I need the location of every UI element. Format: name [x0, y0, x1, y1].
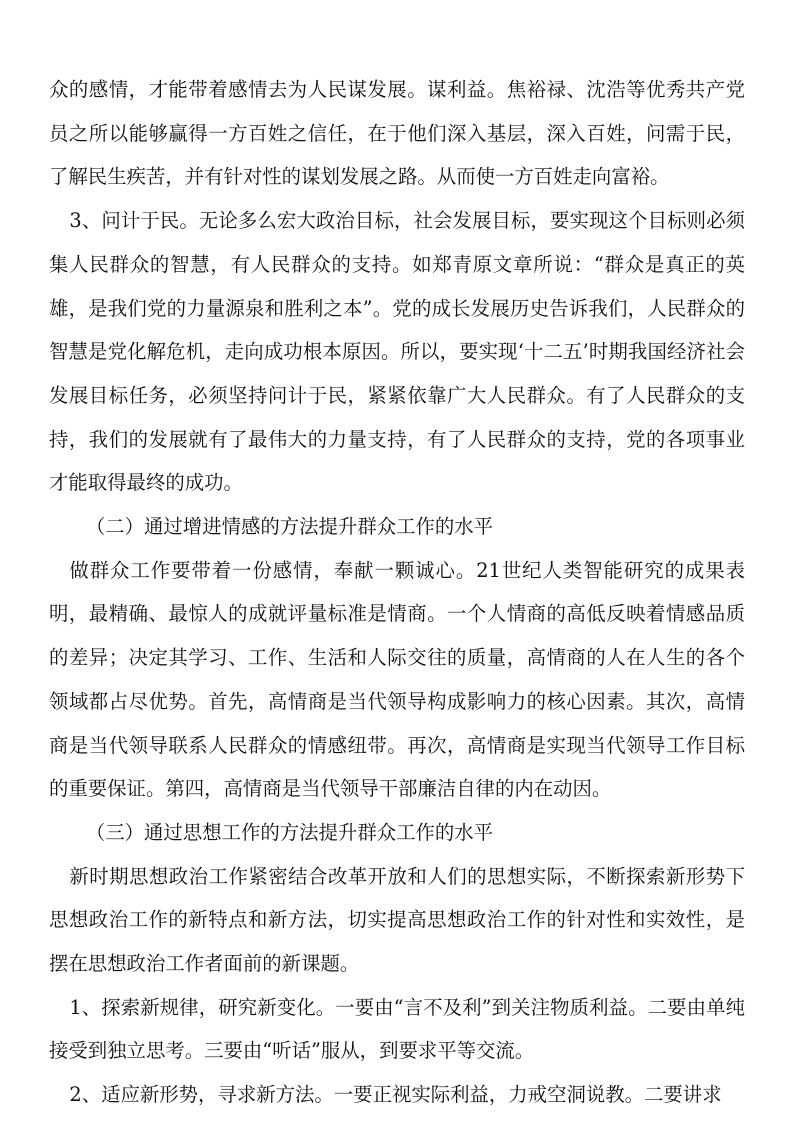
paragraph-explore-new-rules: 1、探索新规律，研究新变化。一要由“言不及利”到关注物质利益。二要由单纯接受到独立思考。三要由“听话”服从，到要求平等交流。 [49, 995, 745, 1063]
paragraph-ask-the-people: 3、问计于民。无论多么宏大政治目标，社会发展目标，要实现这个目标则必须集人民群众的智慧，有人民群众的支持。如郑青原文章所说：“群众是真正的英雄，是我们党的力量源泉和胜利之本”。党的成长发展历史告诉我们，人民群众的智慧是党化解危机，走向成功根本原因。所以，要实现‘十二五’时期我国经济社会发展目标任务，必须坚持问计于民，紧紧依靠广大人民群众。有了人民群众的支持，我们的发展就有了最伟大的力量支持，有了人民群众的支持，党的各项事业才能取得最终的成功。 [49, 209, 745, 495]
paragraph-emotional-intelligence: 做群众工作要带着一份感情，奉献一颗诚心。21世纪人类智能研究的成果表明，最精确、最惊人的成就评量标准是情商。一个人情商的高低反映着情感品质的差异；决定其学习、工作、生活和人际交往的质量，高情商的人在人生的各个领域都占尽优势。首先，高情商是当代领导构成影响力的核心因素。其次，高情商是当代领导联系人民群众的情感纽带。再次，高情商是实现当代领导工作目标的重要保证。第四，高情商是当代领导干部廉洁自律的内在动因。 [49, 558, 745, 801]
section-heading-emotion: （二）通过增进情感的方法提升群众工作的水平 [85, 515, 494, 539]
section-heading-ideology: （三）通过思想工作的方法提升群众工作的水平 [85, 820, 494, 844]
paragraph-new-era-ideology: 新时期思想政治工作紧密结合改革开放和人们的思想实际，不断探索新形势下思想政治工作的新特点和新方法，切实提高思想政治工作的针对性和实效性，是摆在思想政治工作者面前的新课题。 [49, 864, 745, 976]
paragraph-continuation: 众的感情，才能带着感情去为人民谋发展。谋利益。焦裕禄、沈浩等优秀共产党员之所以能够赢得一方百姓之信任，在于他们深入基层，深入百姓，问需于民，了解民生疾苦，并有针对性的谋划发展之路。从而使一方百姓走向富裕。 [49, 78, 745, 189]
paragraph-adapt-new-situation: 2、适应新形势，寻求新方法。一要正视实际利益，力戒空洞说教。二要讲求 [69, 1083, 722, 1107]
